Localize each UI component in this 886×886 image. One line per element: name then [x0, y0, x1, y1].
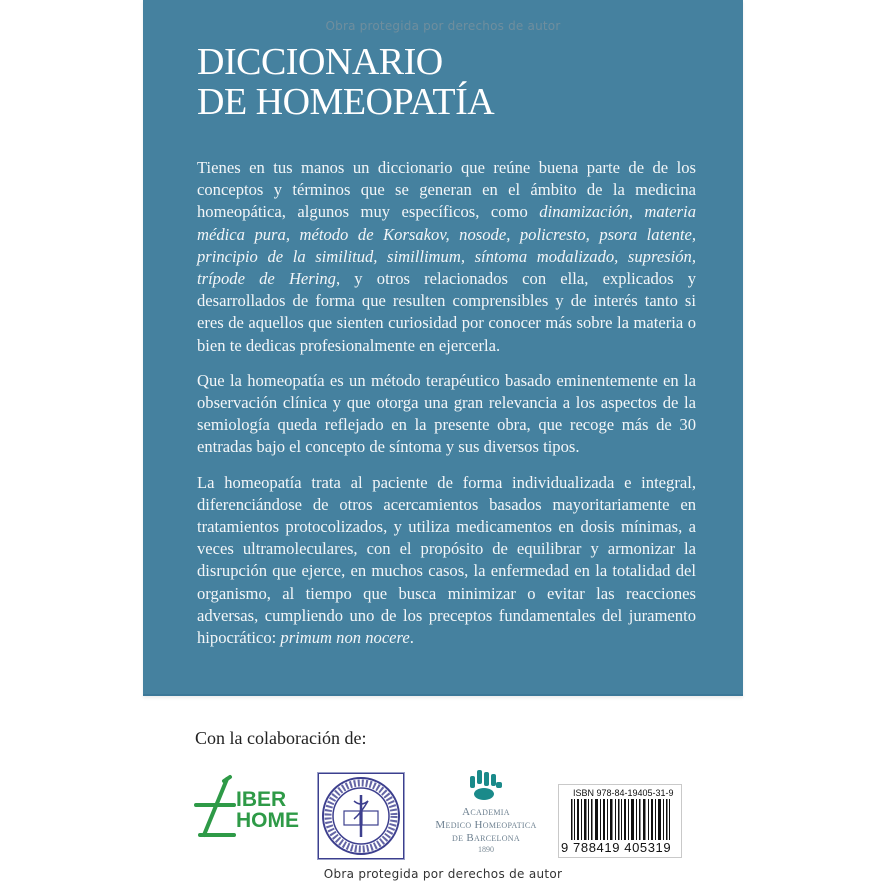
p1-outro: , y otros relacionados con ella, explicados y desarrollados de forma que resulten comprensibles y de interés tanto si eres de aquellos que sienten curiosidad por conocer más sobre la materia o bien te dedicas profesionalmente en ejercerla. — [197, 269, 697, 355]
iberhome-wordmark — [236, 789, 299, 831]
collaboration-label: Con la colaboración de: — [195, 728, 367, 748]
blurb — [197, 157, 696, 662]
federacion-seal-logo — [317, 772, 405, 860]
isbn-digits: 9 788419 405319 — [561, 840, 679, 855]
back-cover-panel — [143, 0, 743, 696]
title-line-1: DICCIONARIO — [197, 41, 443, 83]
p1-terms: dinamización, materia médica pura, método de Korsakov, nosode, policresto, psora latente, principio de la similitud, simillimum, síntoma modalizado, supresión, trípode de Hering — [197, 202, 696, 289]
blurb-paragraph-2: Que la homeopatía es un método terapéutico basado eminentemente en la observación clínica y que otorga una gran relevancia a los aspectos de la semiología queda reflejado en la presente obra, que recoge más de 30 entradas bajo el concepto de síntoma y sus diversos tipos. — [197, 370, 696, 457]
book-title — [197, 42, 494, 122]
watermark-top: Obra protegida por derechos de autor — [325, 19, 561, 33]
academia-logo — [424, 768, 548, 858]
academia-year: 1890 — [478, 845, 494, 854]
p1-intro: Tienes en tus manos un diccionario que reúne buena parte de de los conceptos y términos que se generan en el ámbito de la medicina homeopática, algunos muy específicos, como — [197, 158, 696, 222]
paw-icon — [466, 768, 506, 802]
academia-line2: Medico Homeopatica — [435, 819, 537, 831]
seal-icon — [318, 773, 404, 859]
isbn-barcode — [558, 784, 682, 858]
p3-latin: primum non nocere — [280, 628, 410, 648]
academia-line1: Academia — [462, 806, 510, 818]
iberhome-line1: IBER — [236, 788, 287, 811]
blurb-paragraph-3 — [197, 472, 696, 650]
iberhome-line2: HOME — [236, 809, 299, 832]
isbn-label: ISBN 978-84-19405-31-9 — [573, 788, 674, 798]
academia-line3: de Barcelona — [452, 832, 520, 844]
p3-text: La homeopatía trata al paciente de forma individualizada e integral, diferenciándose de otros acercamientos basados mayoritariamente en tratamientos protocolizados, y utiliza medicamentos en dosis mínimas, a veces ultramoleculares, con el propósito de equilibrar y armonizar la disrupción que ejerce, en muchos casos, la enfermedad en la totalidad del organismo, al tiempo que busca minimizar o evitar las reacciones adversas, cumpliendo uno de los preceptos fundamentales del juramento hipocrático: — [197, 472, 696, 648]
blurb-paragraph-1 — [197, 157, 696, 357]
iberhome-logo — [194, 773, 299, 843]
title-line-2: DE HOMEOPATÍA — [197, 81, 495, 123]
watermark-bottom: Obra protegida por derechos de autor — [323, 867, 563, 881]
mortar-pestle-icon — [194, 773, 238, 843]
p3-end: . — [409, 628, 414, 648]
